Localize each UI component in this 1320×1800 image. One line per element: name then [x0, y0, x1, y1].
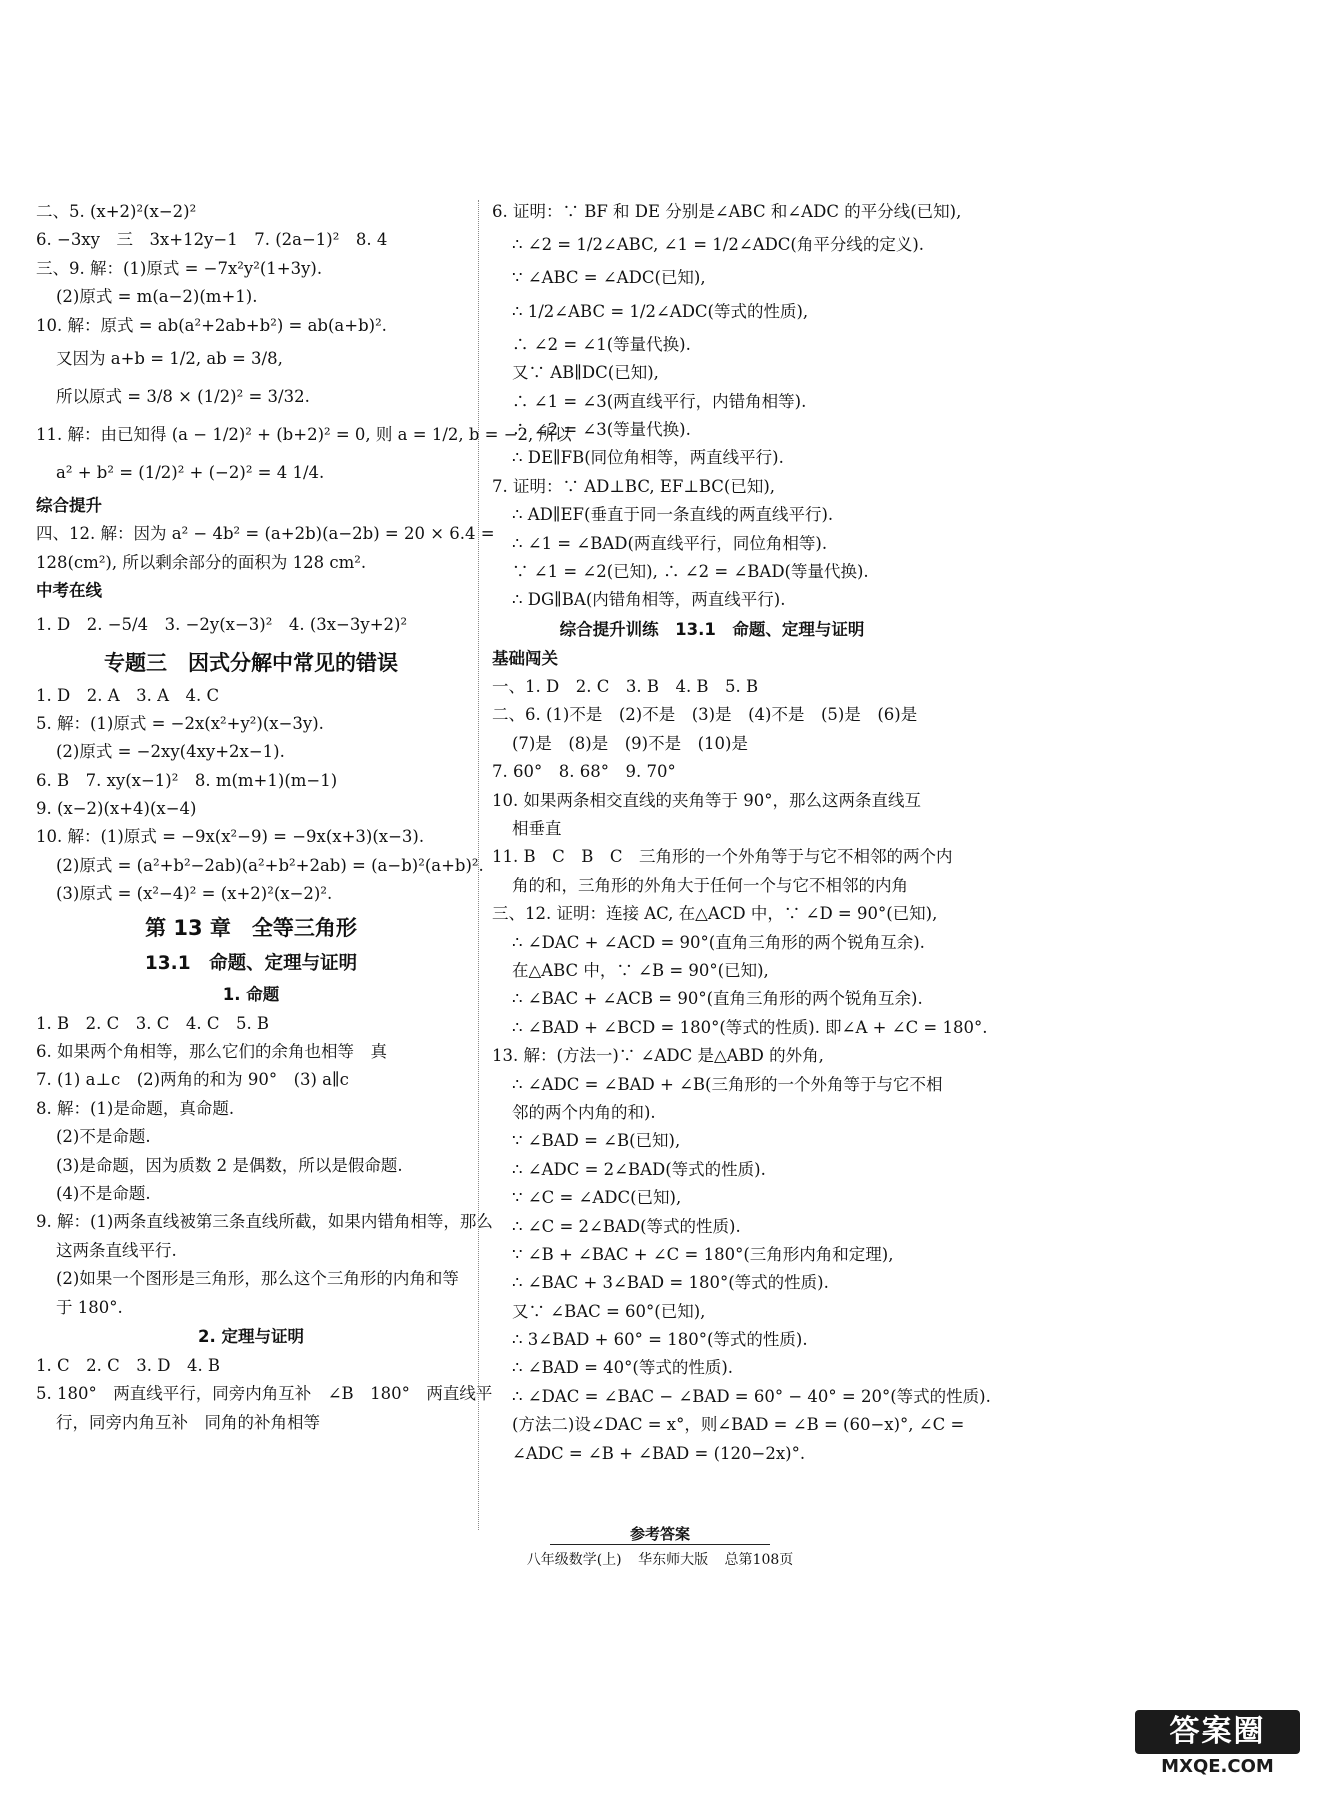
right-line: 综合提升训练 13.1 命题、定理与证明	[559, 619, 865, 639]
right-line: 相垂直	[512, 819, 562, 839]
right-line: 角的和，三角形的外角大于任何一个与它不相邻的内角	[512, 875, 908, 895]
left-line: 8. 解：(1)是命题，真命题.	[36, 1098, 235, 1118]
right-line: ∴ ∠C = 2∠BAD(等式的性质).	[512, 1216, 741, 1236]
left-line: (2)原式 = m(a−2)(m+1).	[56, 287, 258, 307]
left-line: 9. (x−2)(x+4)(x−4)	[36, 799, 197, 819]
right-line: ∵ ∠B + ∠BAC + ∠C = 180°(三角形内角和定理),	[512, 1244, 894, 1264]
left-line: 11. 解：由已知得 (a − 1/2)² + (b+2)² = 0, 则 a = 1/2, b = −2, 所以	[36, 424, 572, 444]
right-line: ∴ ∠BAD = 40°(等式的性质).	[512, 1358, 734, 1378]
left-line: 1. B 2. C 3. C 4. C 5. B	[36, 1013, 270, 1033]
footer-info	[380, 1549, 940, 1571]
left-line: 综合提升	[36, 495, 102, 515]
left-line: 中考在线	[36, 581, 102, 601]
left-line: 5. 180° 两直线平行，同旁内角互补 ∠B 180° 两直线平	[36, 1384, 493, 1404]
watermark-logo-text: 答案圈	[1135, 1710, 1300, 1754]
right-column	[492, 198, 991, 1468]
left-line: 128(cm²), 所以剩余部分的面积为 128 cm².	[36, 552, 367, 572]
right-line: 邻的两个内角的和).	[512, 1102, 656, 1122]
left-line: 2. 定理与证明	[198, 1326, 304, 1346]
right-line: ∵ ∠1 = ∠2(已知), ∴ ∠2 = ∠BAD(等量代换).	[512, 561, 869, 581]
left-line: 10. 解：原式 = ab(a²+2ab+b²) = ab(a+b)².	[36, 315, 387, 335]
right-line: ∴ ∠ADC = ∠BAD + ∠B(三角形的一个外角等于与它不相	[512, 1074, 943, 1094]
right-line: ∠ADC = ∠B + ∠BAD = (120−2x)°.	[512, 1443, 806, 1463]
right-line: 又∵ ∠BAC = 60°(已知),	[512, 1301, 706, 1321]
left-line: 5. 解：(1)原式 = −2x(x²+y²)(x−3y).	[36, 713, 324, 733]
right-line: ∴ ∠2 = 1/2∠ABC, ∠1 = 1/2∠ADC(角平分线的定义).	[512, 235, 925, 255]
left-line: (4)不是命题.	[56, 1183, 151, 1203]
left-line: (3)原式 = (x²−4)² = (x+2)²(x−2)².	[56, 884, 333, 904]
right-line: ∵ ∠ABC = ∠ADC(已知),	[512, 268, 706, 288]
right-line: (7)是 (8)是 (9)不是 (10)是	[512, 733, 748, 753]
right-line: 13. 解：(方法一)∵ ∠ADC 是△ABD 的外角,	[492, 1046, 824, 1066]
left-line: 1. D 2. −5/4 3. −2y(x−3)² 4. (3x−3y+2)²	[36, 614, 408, 634]
right-line: 二、6. (1)不是 (2)不是 (3)是 (4)不是 (5)是 (6)是	[492, 705, 918, 725]
right-line: ∴ ∠BAC + 3∠BAD = 180°(等式的性质).	[512, 1273, 829, 1293]
watermark-url: MXQE.COM	[1161, 1756, 1274, 1777]
footer-grade: 八年级数学(上)	[526, 1552, 622, 1568]
left-line: (2)不是命题.	[56, 1127, 151, 1147]
left-line: 6. −3xy 三 3x+12y−1 7. (2a−1)² 8. 4	[36, 230, 388, 250]
left-line: 又因为 a+b = 1/2, ab = 3/8,	[56, 348, 283, 368]
left-line: 四、12. 解：因为 a² − 4b² = (a+2b)(a−2b) = 20 × 6.4 =	[36, 524, 495, 544]
right-line: ∴ ∠2 = ∠3(等量代换).	[512, 419, 691, 439]
right-line: 基础闯关	[492, 648, 558, 668]
right-line: ∴ ∠DAC = ∠BAC − ∠BAD = 60° − 40° = 20°(等式的性质).	[512, 1386, 991, 1406]
right-line: 在△ABC 中，∵ ∠B = 90°(已知),	[512, 960, 769, 980]
watermark-logo	[1135, 1710, 1300, 1780]
right-line: ∴ 1/2∠ABC = 1/2∠ADC(等式的性质),	[512, 301, 809, 321]
left-line: 所以原式 = 3/8 × (1/2)² = 3/32.	[56, 386, 310, 406]
right-line: (方法二)设∠DAC = x°，则∠BAD = ∠B = (60−x)°, ∠C =	[512, 1415, 965, 1435]
right-line: ∴ DE∥FB(同位角相等，两直线平行).	[512, 448, 784, 468]
left-line: 于 180°.	[56, 1297, 123, 1317]
left-line: 9. 解：(1)两条直线被第三条直线所截，如果内错角相等，那么	[36, 1212, 493, 1232]
left-line: a² + b² = (1/2)² + (−2)² = 4 1/4.	[56, 462, 325, 482]
footer-edition: 华东师大版	[638, 1552, 709, 1568]
right-line: ∴ ∠1 = ∠3(两直线平行，内错角相等).	[512, 391, 807, 411]
left-line: 1. C 2. C 3. D 4. B	[36, 1355, 221, 1375]
left-line: (3)是命题，因为质数 2 是偶数，所以是假命题.	[56, 1155, 403, 1175]
left-line: 行，同旁内角互补 同角的补角相等	[56, 1412, 320, 1432]
left-line: 二、5. (x+2)²(x−2)²	[36, 202, 197, 221]
right-line: 10. 如果两条相交直线的夹角等于 90°，那么这两条直线互	[492, 790, 921, 810]
column-divider	[478, 200, 480, 1530]
left-line: (2)原式 = (a²+b²−2ab)(a²+b²+2ab) = (a−b)²(a+b)².	[56, 855, 484, 875]
footer-page-number: 总第108页	[724, 1552, 794, 1568]
left-line: 专题三 因式分解中常见的错误	[104, 650, 398, 675]
left-line: 三、9. 解：(1)原式 = −7x²y²(1+3y).	[36, 258, 323, 278]
page-footer	[380, 1524, 940, 1571]
right-line: 又∵ AB∥DC(已知),	[512, 363, 659, 383]
right-line: ∵ ∠BAD = ∠B(已知),	[512, 1131, 681, 1151]
right-line: ∴ ∠ADC = 2∠BAD(等式的性质).	[512, 1159, 766, 1179]
left-line: (2)原式 = −2xy(4xy+2x−1).	[56, 742, 285, 762]
right-line: ∴ ∠1 = ∠BAD(两直线平行，同位角相等).	[512, 533, 828, 553]
right-line: ∴ DG∥BA(内错角相等，两直线平行).	[512, 590, 786, 610]
right-line: ∴ 3∠BAD + 60° = 180°(等式的性质).	[512, 1330, 808, 1350]
left-line: 13.1 命题、定理与证明	[144, 952, 358, 974]
right-line: 7. 证明：∵ AD⊥BC, EF⊥BC(已知),	[492, 476, 776, 496]
right-line: 7. 60° 8. 68° 9. 70°	[492, 762, 676, 782]
left-line: 1. D 2. A 3. A 4. C	[36, 685, 220, 705]
right-line: ∴ ∠DAC + ∠ACD = 90°(直角三角形的两个锐角互余).	[512, 932, 925, 952]
left-line: 1. 命题	[222, 984, 280, 1004]
right-line: ∴ AD∥EF(垂直于同一条直线的两直线平行).	[512, 505, 834, 525]
right-line: 11. B C B C 三角形的一个外角等于与它不相邻的两个内	[492, 847, 953, 867]
right-line: 三、12. 证明：连接 AC, 在△ACD 中，∵ ∠D = 90°(已知),	[492, 904, 938, 924]
right-line: ∴ ∠BAD + ∠BCD = 180°(等式的性质). 即∠A + ∠C = 180°.	[512, 1017, 988, 1037]
right-line: 一、1. D 2. C 3. B 4. B 5. B	[492, 677, 759, 697]
left-line: 6. B 7. xy(x−1)² 8. m(m+1)(m−1)	[36, 770, 338, 790]
left-line: 6. 如果两个角相等，那么它们的余角也相等 真	[36, 1042, 387, 1062]
right-line: 6. 证明：∵ BF 和 DE 分别是∠ABC 和∠ADC 的平分线(已知),	[492, 202, 962, 221]
right-line: ∴ ∠2 = ∠1(等量代换).	[512, 334, 691, 354]
left-line: (2)如果一个图形是三角形，那么这个三角形的内角和等	[56, 1269, 459, 1289]
left-line: 7. (1) a⊥c (2)两角的和为 90° (3) a∥c	[36, 1070, 349, 1090]
right-line: ∴ ∠BAC + ∠ACB = 90°(直角三角形的两个锐角互余).	[512, 989, 923, 1009]
left-line: 10. 解：(1)原式 = −9x(x²−9) = −9x(x+3)(x−3).	[36, 827, 425, 847]
right-line: ∵ ∠C = ∠ADC(已知),	[512, 1188, 682, 1208]
footer-title: 参考答案	[550, 1524, 770, 1545]
left-line: 这两条直线平行.	[56, 1240, 177, 1260]
left-line: 第 13 章 全等三角形	[145, 915, 357, 940]
